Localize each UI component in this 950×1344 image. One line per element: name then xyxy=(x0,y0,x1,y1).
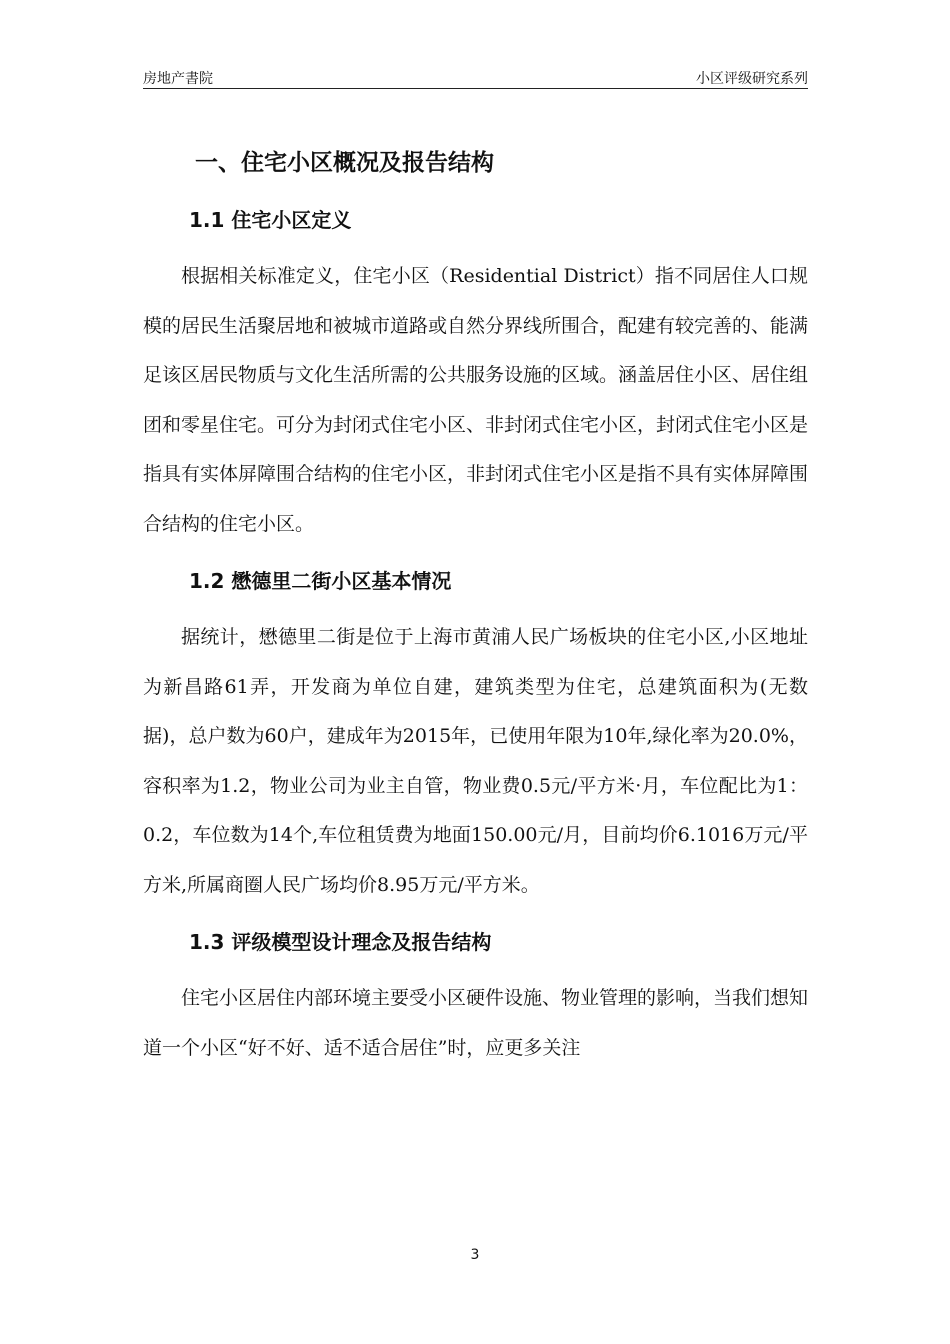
header-publisher: 房地产書院 xyxy=(143,71,213,87)
page-header xyxy=(143,66,808,89)
chapter-title: 一、住宅小区概况及报告结构 xyxy=(195,150,494,176)
page-number: 3 xyxy=(470,1247,480,1263)
page-content xyxy=(143,140,808,1073)
header-series: 小区评级研究系列 xyxy=(696,71,808,87)
section-title: 1.2 懋德里二街小区基本情况 xyxy=(189,569,452,593)
section-paragraph: 根据相关标准定义，住宅小区（Residential District）指不同居住人口规模的居民生活聚居地和被城市道路或自然分界线所围合，配建有较完善的、能满足该区居民物质与文化生活所需的公共服务设施的区域。涵盖居住小区、居住组团和零星住宅。可分为封闭式住宅小区、非封闭式住宅小区，封闭式住宅小区是指具有实体屏障围合结构的住宅小区，非封闭式住宅小区是指不具有实体屏障围合结构的住宅小区。 xyxy=(143,265,809,535)
section-paragraph: 据统计，懋德里二街是位于上海市黄浦人民广场板块的住宅小区,小区地址为新昌路61弄，开发商为单位自建，建筑类型为住宅，总建筑面积为(无数据)，总户数为60户，建成年为2015年，已使用年限为10年,绿化率为20.0%，容积率为1.2，物业公司为业主自管，物业费0.5元/平方米·月，车位配比为1：0.2，车位数为14个,车位租赁费为地面150.00元/月，目前均价6.1016万元/平方米,所属商圈人民广场均价8.95万元/平方米。 xyxy=(143,626,808,896)
section-title: 1.3 评级模型设计理念及报告结构 xyxy=(189,930,492,954)
section-paragraph: 住宅小区居住内部环境主要受小区硬件设施、物业管理的影响，当我们想知道一个小区“好不好、适不适合居住”时，应更多关注 xyxy=(143,987,809,1059)
section-title: 1.1 住宅小区定义 xyxy=(189,208,352,232)
